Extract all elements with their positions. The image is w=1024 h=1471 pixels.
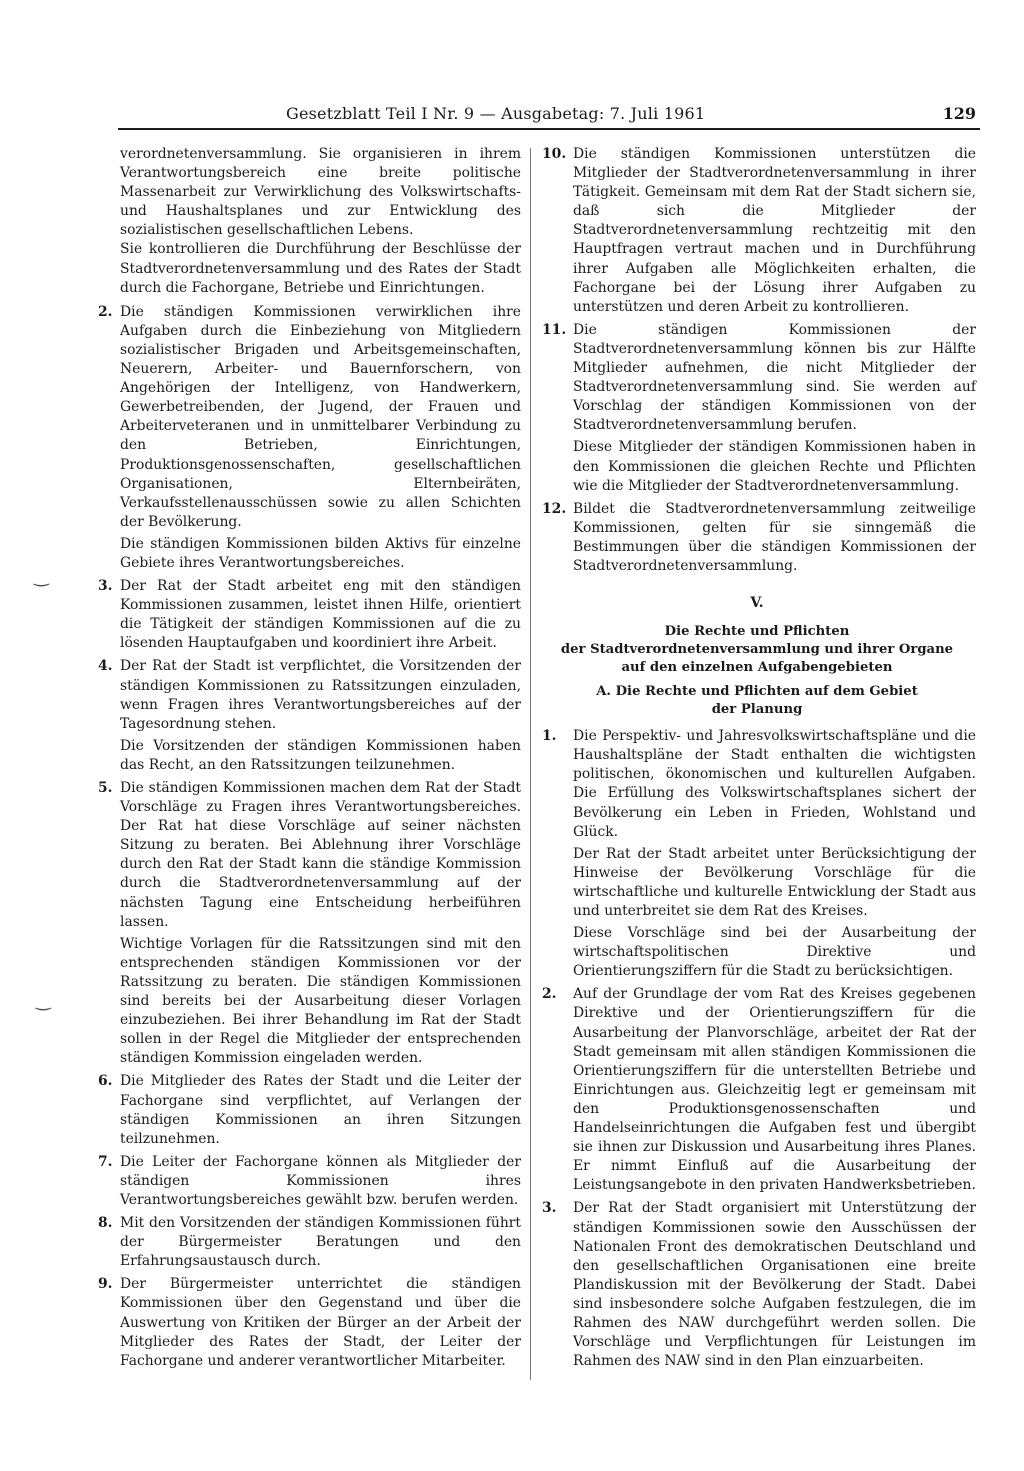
item-number: 2. (542, 986, 557, 1003)
paragraph: Die Mitglieder des Rates der Stadt und die Leiter der Fachorgane sind verpflichtet, auf Verlangen der ständigen Kommissionen an ihren Sitzungen teilzunehmen. (120, 1073, 521, 1147)
paragraph: Sie kontrollieren die Durchführung der Beschlüsse der Stadtverordnetenversammlung und des Rates der Stadt durch die Fachorgane, Betriebe und Einrichtungen. (120, 241, 521, 296)
paragraph: Die ständigen Kommissionen bilden Aktivs für einzelne Gebiete ihres Verantwortungsbereiches. (120, 535, 521, 571)
section-title (538, 623, 976, 677)
section-title-line: Die Rechte und Pflichten (664, 624, 850, 640)
item-number: 7. (98, 1153, 113, 1170)
item-number: 1. (542, 728, 557, 745)
paragraph: Die Vorsitzenden der ständigen Kommissionen haben das Recht, an den Ratssitzungen teilzunehmen. (120, 737, 521, 773)
paragraph: Die Leiter der Fachorgane können als Mitglieder der ständigen Kommissionen ihres Verantwortungsbereiches gewählt bzw. berufen werden. (120, 1153, 521, 1208)
item-number: 4. (98, 658, 113, 675)
margin-pencil-mark: ‿ (34, 566, 49, 587)
header-rule (118, 128, 980, 130)
paragraph: Die ständigen Kommissionen unterstützen die Mitglieder der Stadtverordnetenversammlung in ihrer Tätigkeit. Gemeinsam mit dem Rat der Stadt sichern sie, daß sich die Mitglieder der Stadtverordnetenversammlung rechtzeitig mit den Hauptfragen vertraut machen und in Durchführung ihrer Aufgaben alle Möglichkeiten erhalten, die Fachorgane bei der Lösung ihrer Aufgaben zu unterstützen und deren Arbeit zu kontrollieren. (573, 146, 976, 315)
item-number: 3. (98, 578, 113, 595)
subsection-title-line: der Planung (711, 702, 803, 718)
paragraph: Bildet die Stadtverordnetenversammlung zeitweilige Kommissionen, gelten für sie sinngemäß die Bestimmungen über die ständigen Kommissionen der Stadtverordnetenversammlung. (573, 500, 976, 574)
numbered-item (538, 500, 976, 576)
item-number: 5. (98, 780, 113, 796)
left-column (96, 145, 521, 1375)
item-number: 9. (98, 1276, 113, 1293)
paragraph: Die ständigen Kommissionen der Stadtverordnetenversammlung können bis zur Hälfte Mitglieder aufnehmen, die nicht Mitglieder der Stadtverordnetenversammlung sind. Sie werden auf Vorschlag der ständigen Kommissionen von der Stadtverordnetenversammlung berufen. (573, 321, 976, 434)
numbered-item (96, 1072, 521, 1148)
right-subitems (538, 727, 976, 1371)
subsection-title (538, 683, 976, 719)
paragraph: Auf der Grundlage der vom Rat des Kreises gegebenen Direktive und der Orientierungsziffern für die Ausarbeitung der Planvorschläge, arbeitet der Rat der Stadt gemeinsam mit allen ständigen Kommissionen die Orientierungsziffern für die unterstellten Betriebe und Einrichtungen aus. Gleichzeitig legt er gemeinsam mit den Produktionsgenossenschaften und Handelseinrichtungen die Aufgaben fest und übergibt sie ihnen zur Diskussion und Ausarbeitung ihres Planes. Er nimmt Einfluß auf die Ausarbeitung der Leistungsangebote in den privaten Handwerksbetrieben. (573, 986, 976, 1194)
numbered-item (96, 657, 521, 775)
paragraph: Diese Vorschläge sind bei der Ausarbeitung der wirtschaftspolitischen Direktive und Orientierungsziffern für die Stadt zu berücksichtigen. (573, 925, 976, 980)
subsection-title-line: A. Die Rechte und Pflichten auf dem Gebiet (596, 684, 918, 700)
paragraph: verordnetenversammlung. Sie organisieren in ihrem Verantwortungsbereich eine breite politische Massenarbeit zur Verwirklichung des Volkswirtschafts- und Haushaltsplanes und zur Entwicklung des sozialistischen gesellschaftlichen Lebens. (120, 146, 521, 239)
paragraph: Der Rat der Stadt arbeitet eng mit den ständigen Kommissionen zusammen, leistet ihnen Hilfe, orientiert die Tätigkeit der ständigen Kommissionen auf die zu lösenden Hauptaufgaben und koordiniert ihre Arbeit. (120, 578, 521, 652)
paragraph: Diese Mitglieder der ständigen Kommissionen haben in den Kommissionen die gleichen Rechte und Pflichten wie die Mitglieder der Stadtverordnetenversammlung. (573, 439, 976, 494)
column-divider (530, 148, 531, 1380)
paragraph: Der Bürgermeister unterrichtet die ständigen Kommissionen über den Gegenstand und über die Auswertung von Kritiken der Bürger an der Arbeit der Mitglieder des Rates der Stadt, der Leiter der Fachorgane und anderer verantwortlicher Mitarbeiter. (120, 1276, 521, 1369)
paragraph: Mit den Vorsitzenden der ständigen Kommissionen führt der Bürgermeister Beratungen und den Erfahrungsaustausch durch. (120, 1215, 521, 1270)
section-title-line: auf den einzelnen Aufgabengebieten (621, 660, 893, 676)
numbered-item (538, 321, 976, 496)
paragraph: Die ständigen Kommissionen verwirklichen ihre Aufgaben durch die Einbeziehung von Mitgliedern sozialistischer Brigaden und Arbeitsgemeinschaften, Neuerern, Arbeiter- und Bauernforschern, von Angehörigen der Intelligenz, von Handwerkern, Gewerbetreibenden, der Jugend, der Frauen und Arbeiterveteranen und in unmittelbarer Verbindung zu den Betrieben, Einrichtungen, Produktionsgenossenschaften, gesellschaftlichen Organisationen, Elternbeiräten, Verkaufsstellenausschüssen sowie zu allen Schichten der Bevölkerung. (120, 303, 521, 530)
numbered-item (96, 779, 521, 1068)
section-number: V. (750, 595, 764, 612)
item-number: 3. (542, 1200, 557, 1217)
paragraph: Der Rat der Stadt organisiert mit Unterstützung der ständigen Kommissionen sowie den Ausschüssen der Nationalen Front des demokratischen Deutschland und den gesellschaftlichen Organisationen eine breite Plandiskussion mit der Bevölkerung der Stadt. Dabei sind insbesondere solche Aufgaben festzulegen, die im Rahmen des NAW durchgeführt werden sollen. Die Vorschläge und Verpflichtungen für Leistungen im Rahmen des NAW sind in den Plan einzuarbeiten. (573, 1200, 976, 1370)
numbered-item (96, 577, 521, 653)
margin-pencil-mark: ‿ (36, 990, 51, 1011)
numbered-item (538, 1199, 976, 1371)
item-number: 6. (98, 1073, 113, 1090)
page-number: 129 (942, 104, 976, 123)
numbered-item (538, 727, 976, 981)
item-number: 2. (98, 303, 113, 320)
header-title: Gesetzblatt Teil I Nr. 9 — Ausgabetag: 7. Juli 1961 (286, 104, 706, 123)
paragraph: Der Rat der Stadt ist verpflichtet, die Vorsitzenden der ständigen Kommissionen zu Ratssitzungen einzuladen, wenn Fragen ihres Verantwortungsbereiches auf der Tagesordnung stehen. (120, 658, 521, 732)
numbered-item (96, 303, 521, 573)
numbered-item (538, 985, 976, 1195)
numbered-item (96, 1153, 521, 1210)
item-number: 12. (542, 500, 567, 517)
item-number: 8. (98, 1215, 113, 1232)
paragraph: Die Perspektiv- und Jahresvolkswirtschaftspläne und die Haushaltspläne der Stadt enthalten die wichtigsten politischen, ökonomischen und kulturellen Aufgaben. Die Erfüllung des Volkswirtschaftsplanes sichert der Bevölkerung ein Leben in Frieden, Wohlstand und Glück. (573, 728, 976, 840)
page-header (118, 104, 976, 130)
right-items (538, 145, 976, 576)
numbered-item (538, 145, 976, 317)
numbered-item (96, 1275, 521, 1370)
item-number: 10. (542, 146, 567, 162)
paragraph: Der Rat der Stadt arbeitet unter Berücksichtigung der Hinweise der Bevölkerung Vorschläge für die wirtschaftliche und kulturelle Entwicklung der Stadt aus und unterbreitet sie dem Rat des Kreises. (573, 845, 976, 919)
section-title-line: der Stadtverordnetenversammlung und ihrer Organe (560, 642, 954, 658)
intro-block (96, 145, 521, 298)
right-column (538, 145, 976, 1375)
item-number: 11. (542, 321, 567, 338)
numbered-item (96, 1214, 521, 1271)
paragraph: Die ständigen Kommissionen machen dem Rat der Stadt Vorschläge zu Fragen ihres Verantwortungsbereiches. Der Rat hat diese Vorschläge auf seiner nächsten Sitzung zu beraten. Bei Ablehnung ihrer Vorschläge durch den Rat der Stadt kann die ständige Kommission durch die Stadtverordnetenversammlung auf der nächsten Tagung eine Entscheidung herbeiführen lassen. (120, 780, 521, 930)
paragraph: Wichtige Vorlagen für die Ratssitzungen sind mit den entsprechenden ständigen Kommissionen vor der Ratssitzung zu beraten. Die ständigen Kommissionen sind bereits bei der Ausarbeitung dieser Vorlagen einzubeziehen. Bei ihrer Behandlung im Rat der Stadt sollen in der Regel die Mitglieder der entsprechenden ständigen Kommission eingeladen werden. (120, 935, 521, 1067)
